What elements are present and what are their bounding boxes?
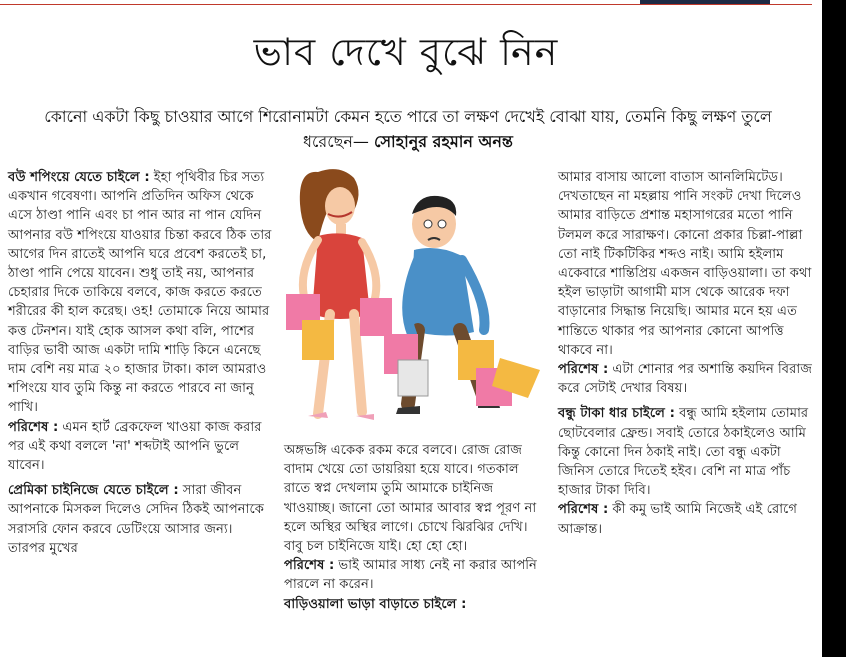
section-friend-loan	[558, 404, 816, 500]
section-result	[558, 500, 816, 538]
cartoon-illustration	[278, 164, 548, 436]
column-right	[558, 168, 816, 539]
result-label: পরিশেষ :	[558, 362, 609, 378]
result-text: কী কমু ভাই আমি নিজেই এই রোগে আক্রান্ত।	[558, 502, 797, 537]
section-result	[558, 360, 816, 398]
top-rule	[0, 0, 812, 5]
article-title: ভাব দেখে বুঝে নিন	[253, 30, 559, 74]
shopping-bag-pink-right	[360, 298, 392, 336]
section-wife-shopping	[8, 168, 272, 418]
result-label: পরিশেষ :	[284, 558, 335, 574]
section-result	[284, 556, 546, 594]
article-intro	[18, 104, 798, 154]
shopping-bag-white	[398, 360, 428, 396]
result-text: এমন হার্ট ব্রেকফেল খাওয়া কাজ করার পর এই কথা বললে 'না' শব্দটাই আপনি ভুলে যাবেন।	[8, 419, 262, 474]
column-middle	[284, 441, 546, 614]
section-heading: বাড়িওয়ালা ভাড়া বাড়াতে চাইলে :	[284, 596, 467, 612]
section-body: বন্ধু আমি হইলাম তোমার ছোটবেলার ফ্রেন্ড। সবাই তোরে ঠকাইলেও আমি কিন্তু কোনো দিন ঠকাই নাই। তো বন্ধু একটা জিনিস তোরে দিতেই হইব। বেশি না মাত্র পাঁচ হাজার টাকা দিবি।	[558, 406, 809, 499]
section-girlfriend-chinese-cont	[284, 441, 546, 556]
section-body: অঙ্গভঙ্গি একেক রকম করে বলবে। রোজ রোজ বাদাম খেয়ে তো ডায়রিয়া হয়ে যাবে। গতকাল রাতে স্বপ্ন দেখলাম তুমি আমাকে চাইনিজ খাওয়াচ্ছ। জানো তো আমার আবার স্বপ্ন পূরণ না হলে অস্থির অস্থির লাগে। চোখে ঝিরঝির দেখি। বাবু চল চাইনিজে যাই। হো হো হো।	[284, 443, 537, 555]
section-body: সারা জীবন আপনাকে মিসকল দিলেও সেদিন ঠিকই আপনাকে সরাসরি ফোন করবে ডেটিংয়ে আসার জন্য। তারপর মুখের	[8, 483, 265, 556]
section-heading: বউ শপিংয়ে যেতে চাইলে :	[8, 170, 150, 185]
section-body: আমার বাসায় আলো বাতাস আনলিমিটেড। দেখতাছেন না মহল্লায় পানি সংকট দেখা দিলেও আমার বাড়িতে প্রশান্ত মহাসাগরের মতো পানি টলমল করে সারাক্ষণ। কোনো প্রকার চিল্লা-পাল্লা তো নাই টিকটিকির শব্দও নাই। আমি হইলাম একেবারে শান্তিপ্রিয় একজন বাড়িওয়ালা। তা কথা হইল ভাড়াটা আগামী মাস থেকে আরেক দফা বাড়ানোর সিদ্ধান্ত নিয়েছি। আমার মনে হয় এত শান্তিতে থাকার পর আপনার কোনো আপত্তি থাকবে না।	[558, 170, 812, 358]
top-rule-accent	[640, 0, 770, 4]
shopping-bag-yellow-left	[302, 320, 334, 360]
section-heading: বন্ধু টাকা ধার চাইলে :	[558, 406, 675, 422]
section-result	[8, 418, 272, 476]
author-name: সোহানুর রহমান অনন্ত	[374, 132, 513, 151]
section-landlord-body	[558, 168, 816, 360]
result-text: এটা শোনার পর অশান্তি কয়দিন বিরাজ করে সেটাই দেখার বিষয়।	[558, 362, 813, 397]
intro-text: কোনো একটা কিছু চাওয়ার আগে শিরোনামটা কেমন হতে পারে তা লক্ষণ দেখেই বোঝা যায়, তেমনি কিছু লক্ষণ তুলে ধরেছেন—	[44, 107, 772, 151]
section-body: ইহা পৃথিবীর চির সত্য একখান গবেষণা। আপনি প্রতিদিন অফিস থেকে এসে ঠাণ্ডা পানি এবং চা পান আর না পান যেদিন আপনার বউ শপিংয়ে যাওয়ার চিন্তা করবে ঠিক তার আগের দিন রাতেই আপনি ঘরে প্রবেশ করতেই চা, ঠাণ্ডা পানি পেয়ে যাবেন। শুধু তাই নয়, আপনার চেহারার দিকে তাকিয়ে বলবে, কাজ করতে করতে শরীরের কী হাল করেছ। ওহ! তোমাকে নিয়ে আমার কত্ত টেনশন। যাই হোক আসল কথা বলি, পাশের বাড়ির ভাবী আজ একটা দামি শাড়ি কিনে এনেছে দাম বেশি নয় মাত্র ২০ হাজার টাকা। কাল আমরাও শপিংয়ে যাব তুমি কিন্তু না করতে পারবে না জানু পাখি।	[8, 170, 272, 416]
column-left	[8, 168, 272, 558]
page-edge	[822, 0, 846, 657]
section-landlord	[284, 595, 546, 614]
result-text: ভাই আমার সাধ্য নেই না করার আপনি পারলে না করেন।	[284, 558, 537, 593]
section-heading: প্রেমিকা চাইনিজে যেতে চাইলে :	[8, 483, 179, 499]
result-label: পরিশেষ :	[8, 419, 59, 435]
section-girlfriend-chinese	[8, 481, 272, 558]
result-label: পরিশেষ :	[558, 502, 609, 518]
